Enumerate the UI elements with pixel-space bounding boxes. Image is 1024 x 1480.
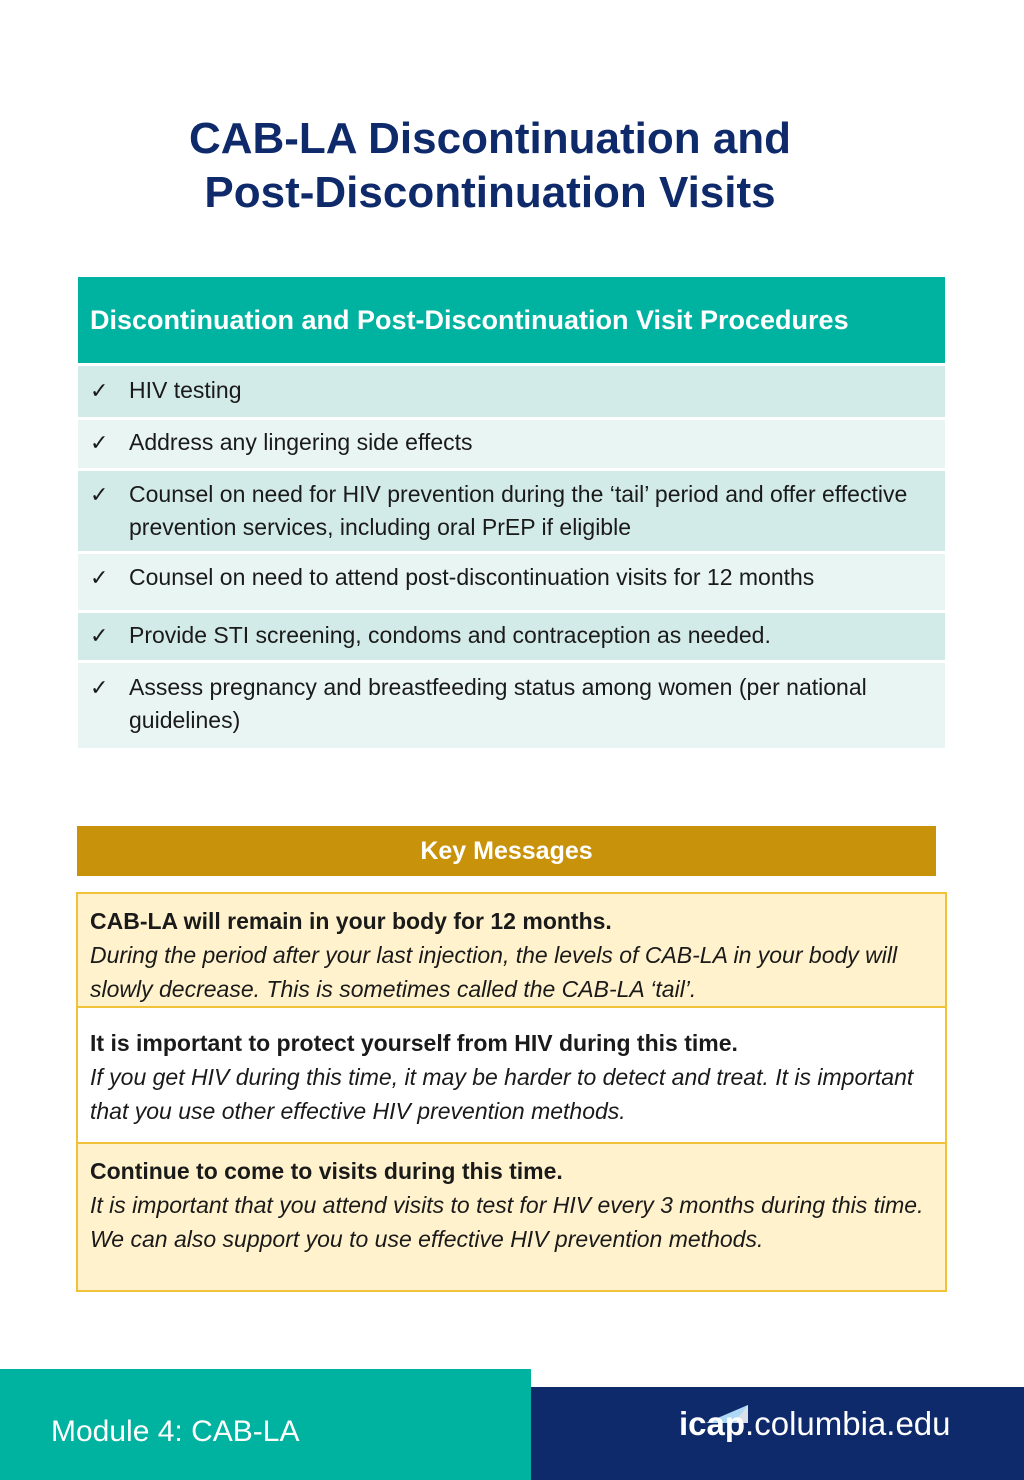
procedure-item	[78, 417, 945, 468]
key-message-body: If you get HIV during this time, it may be harder to detect and treat. It is important that you use other effective HIV prevention methods.	[90, 1064, 914, 1124]
procedure-item-text: Counsel on need to attend post-discontinuation visits for 12 months	[129, 564, 815, 590]
key-message-body: During the period after your last injection, the levels of CAB-LA in your body will slowly decrease. This is sometimes called the CAB-LA ‘tail’.	[90, 942, 898, 1002]
procedure-item-text: HIV testing	[129, 377, 242, 403]
page-title-line2: Post-Discontinuation Visits	[204, 168, 776, 217]
procedure-item-text: Assess pregnancy and breastfeeding status among women (per national guidelines)	[129, 674, 867, 733]
key-message	[76, 1008, 947, 1144]
procedure-item	[78, 363, 945, 417]
footer-module-bar	[0, 1369, 531, 1480]
logo-domain-text: .columbia.edu	[745, 1405, 951, 1442]
procedure-item	[78, 610, 945, 660]
checkmark-icon: ✓	[90, 623, 109, 648]
procedure-item-text: Provide STI screening, condoms and contraception as needed.	[129, 622, 771, 648]
procedure-item-text: Address any lingering side effects	[129, 429, 473, 455]
procedure-item	[78, 660, 945, 748]
key-message-heading: It is important to protect yourself from HIV during this time.	[90, 1030, 738, 1056]
icap-logo	[679, 1405, 951, 1443]
logo-icap-text: icap	[679, 1405, 746, 1442]
key-messages-header: Key Messages	[77, 826, 936, 876]
checkmark-icon: ✓	[90, 482, 109, 507]
key-message-heading: CAB-LA will remain in your body for 12 months.	[90, 908, 612, 934]
key-messages-list	[76, 892, 947, 1292]
footer-logo-bar	[531, 1387, 1024, 1480]
checkmark-icon: ✓	[90, 378, 109, 403]
page-title-line1: CAB-LA Discontinuation and	[188, 114, 792, 163]
key-message-heading: Continue to come to visits during this time.	[90, 1158, 563, 1184]
checkmark-icon: ✓	[90, 565, 109, 590]
key-message	[76, 892, 947, 1008]
key-message-body: It is important that you attend visits to test for HIV every 3 months during this time. We can also support you to use effective HIV prevention methods.	[90, 1192, 924, 1252]
checkmark-icon: ✓	[90, 430, 109, 455]
module-label: Module 4: CAB-LA	[51, 1415, 300, 1448]
procedure-item	[78, 468, 945, 551]
procedure-item	[78, 551, 945, 610]
procedures-table	[78, 277, 945, 748]
checkmark-icon: ✓	[90, 675, 109, 700]
procedure-item-text: Counsel on need for HIV prevention during the ‘tail’ period and offer effective prevention services, including oral PrEP if eligible	[129, 481, 908, 540]
procedures-header: Discontinuation and Post-Discontinuation Visit Procedures	[78, 277, 945, 363]
page-title	[0, 112, 980, 220]
key-message	[76, 1144, 947, 1292]
